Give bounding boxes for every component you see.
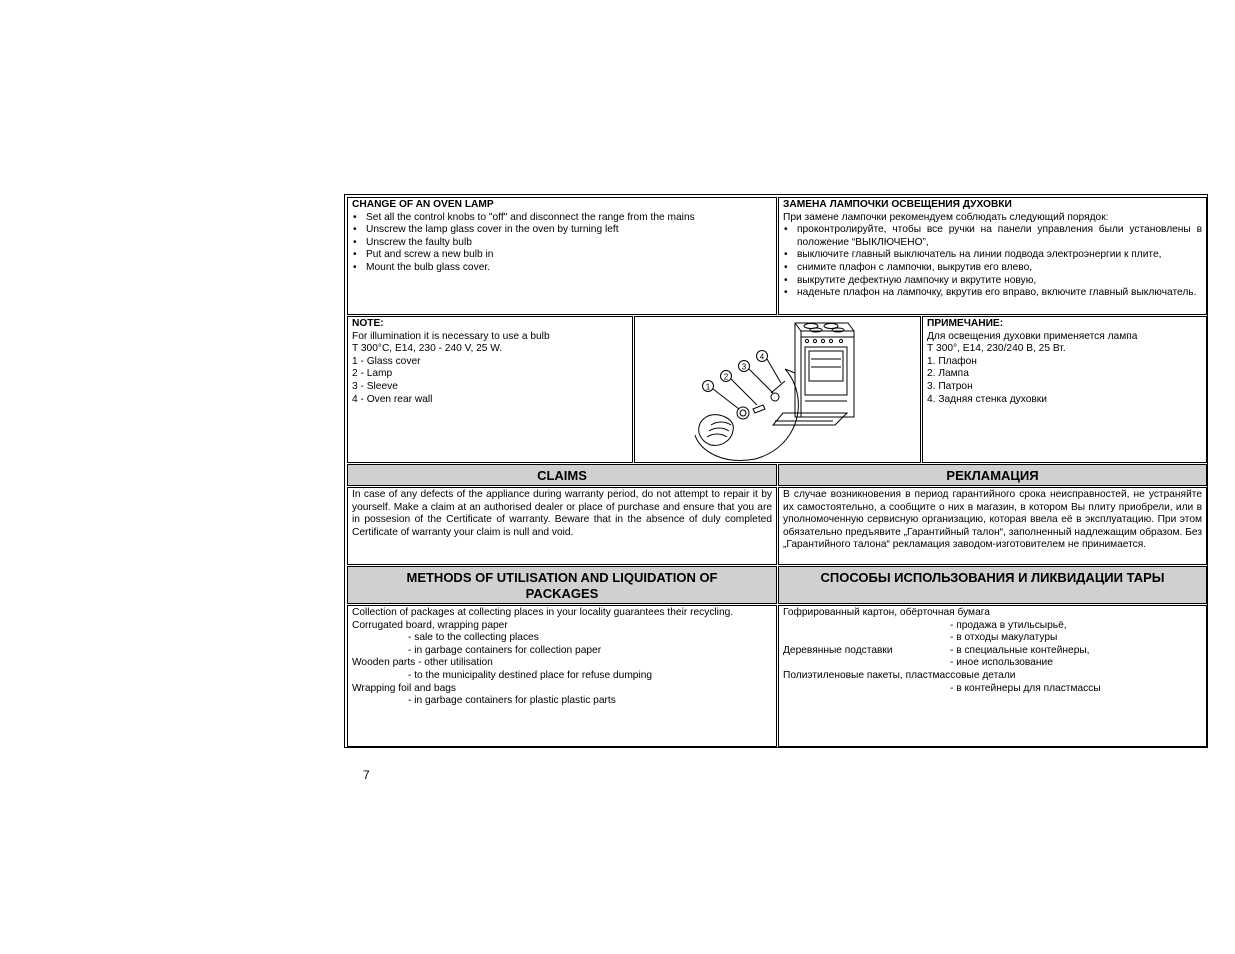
note-en-line: 2 - Lamp (352, 368, 393, 380)
utilisation-group: Corrugated board, wrapping paper (352, 619, 508, 631)
note-ru-title: ПРИМЕЧАНИЕ: (927, 318, 1004, 329)
lamp-change-en-title: CHANGE OF AN OVEN LAMP (352, 199, 494, 210)
utilisation-item: - sale to the collecting places (408, 632, 539, 644)
list-item: • Mount the bulb glass cover. (352, 262, 772, 275)
utilisation-en-heading-text: METHODS OF UTILISATION AND LIQUIDATION OF PACKAGES (406, 570, 718, 601)
lamp-change-ru-intro: При замене лампочки рекомендуем соблюдать следующий порядок: (783, 211, 1109, 223)
note-ru-line: 2. Лампа (927, 368, 969, 380)
utilisation-en-body (347, 605, 777, 747)
oven-icon (795, 323, 854, 417)
utilisation-ru-item: - иное использование (950, 657, 1053, 669)
note-ru-line: Для освещения духовки применяется лампа (927, 330, 1138, 342)
note-en-line: T 300°C, E14, 230 - 240 V, 25 W. (352, 343, 503, 355)
list-item: • выключите главный выключатель на линии подвода электроэнергии к плите, (783, 249, 1202, 262)
utilisation-ru-line: Гофрированный картон, обёрточная бумага (783, 607, 990, 618)
note-en-line: 3 - Sleeve (352, 380, 398, 392)
oven-lamp-figure (634, 316, 921, 463)
utilisation-en-intro: Collection of packages at collecting places in your locality guarantees their recycling. (352, 607, 734, 618)
callout-label: 2 (723, 372, 729, 382)
note-ru-line: 1. Плафон (927, 355, 977, 367)
note-ru (922, 316, 1207, 463)
note-en-line: 1 - Glass cover (352, 355, 421, 367)
utilisation-ru-heading (778, 566, 1207, 604)
list-item: • проконтролируйте, чтобы все ручки на панели управления были установлены в положение “ВЫКЛЮЧЕНО”, (783, 224, 1202, 249)
note-ru-line: 4. Задняя стенка духовки (927, 393, 1047, 405)
note-en-line: For illumination it is necessary to use a bulb (352, 330, 550, 342)
utilisation-ru-line: Деревянные подставки (783, 644, 893, 656)
callout-label: 3 (741, 362, 747, 372)
note-en-line: 4 - Oven rear wall (352, 393, 433, 405)
lamp-change-ru-steps (783, 224, 1202, 300)
list-item: • выкрутите дефектную лампочку и вкрутите новую, (783, 275, 1202, 288)
list-item: • снимите плафон с лампочки, выкрутив его влево, (783, 262, 1202, 275)
claims-ru-body (778, 487, 1207, 565)
claims-ru-heading-text: РЕКЛАМАЦИЯ (946, 468, 1039, 483)
oven-lamp-illustration (635, 317, 920, 462)
claims-en-body (347, 487, 777, 565)
manual-page-table (344, 194, 1208, 748)
claims-en-heading-text: CLAIMS (537, 468, 587, 483)
page-number: 7 (363, 768, 370, 782)
note-en (347, 316, 633, 463)
claims-en-text: In case of any defects of the appliance during warranty period, do not attempt to repair it by yourself. Make a claim at an authorised dealer or place of purchase and ensure that you are in possesion of the Certificate of warranty. Beware that in the absence of duly completed Certificate of warranty your claim is null and void. (352, 489, 772, 538)
utilisation-ru-line: Полиэтиленовые пакеты, пластмассовые детали (783, 669, 1016, 681)
claims-ru-text: В случае возникновения в период гарантийного срока неисправностей, не устраняйте их самостоятельно, а сообщите о них в магазин, в котором Вы плиту приобрели, или в уполномоченную сервисную организацию, которая ввела её в эксплуатацию. При этом обязательно предъявите „Гарантийный талон“, заполненный надлежащим образом. Без „Гарантийного талона“ рекламация заводом-изготовителем не принимается. (783, 489, 1202, 551)
lamp-change-en (347, 197, 777, 315)
note-ru-line: Т 300°, Е14, 230/240 В, 25 Вт. (927, 343, 1066, 355)
utilisation-ru-body (778, 605, 1207, 747)
lamp-change-ru-title: ЗАМЕНА ЛАМПОЧКИ ОСВЕЩЕНИЯ ДУХОВКИ (783, 199, 1012, 210)
utilisation-ru-item: - в специальные контейнеры, (950, 644, 1090, 656)
utilisation-group: Wrapping foil and bags (352, 682, 457, 694)
utilisation-item: - in garbage containers for plastic plastic parts (408, 695, 616, 707)
lamp-change-en-steps (352, 212, 772, 275)
utilisation-item: - in garbage containers for collection paper (408, 644, 602, 656)
utilisation-item: - to the municipality destined place for refuse dumping (408, 669, 653, 681)
utilisation-ru-item: - продажа в утильсырьё, (950, 619, 1067, 631)
list-item: • наденьте плафон на лампочку, вкрутив его вправо, включите главный выключатель. (783, 287, 1202, 300)
note-en-title: NOTE: (352, 318, 384, 329)
callout-label: 4 (759, 352, 765, 362)
claims-ru-heading (778, 464, 1207, 486)
utilisation-en-heading (347, 566, 777, 604)
list-item: • Put and screw a new bulb in (352, 249, 772, 262)
list-item: • Unscrew the lamp glass cover in the oven by turning left (352, 224, 772, 237)
callout-label: 1 (705, 382, 711, 392)
utilisation-ru-item: - в отходы макулатуры (950, 632, 1058, 644)
lamp-change-ru (778, 197, 1207, 315)
utilisation-ru-heading-text: СПОСОБЫ ИСПОЛЬЗОВАНИЯ И ЛИКВИДАЦИИ ТАРЫ (820, 570, 1165, 585)
list-item: • Set all the control knobs to "off" and disconnect the range from the mains (352, 212, 772, 225)
note-ru-line: 3. Патрон (927, 380, 973, 392)
utilisation-ru-item: - в контейнеры для пластмассы (950, 682, 1101, 694)
list-item: • Unscrew the faulty bulb (352, 237, 772, 250)
utilisation-group: Wooden parts - other utilisation (352, 657, 493, 669)
claims-en-heading (347, 464, 777, 486)
